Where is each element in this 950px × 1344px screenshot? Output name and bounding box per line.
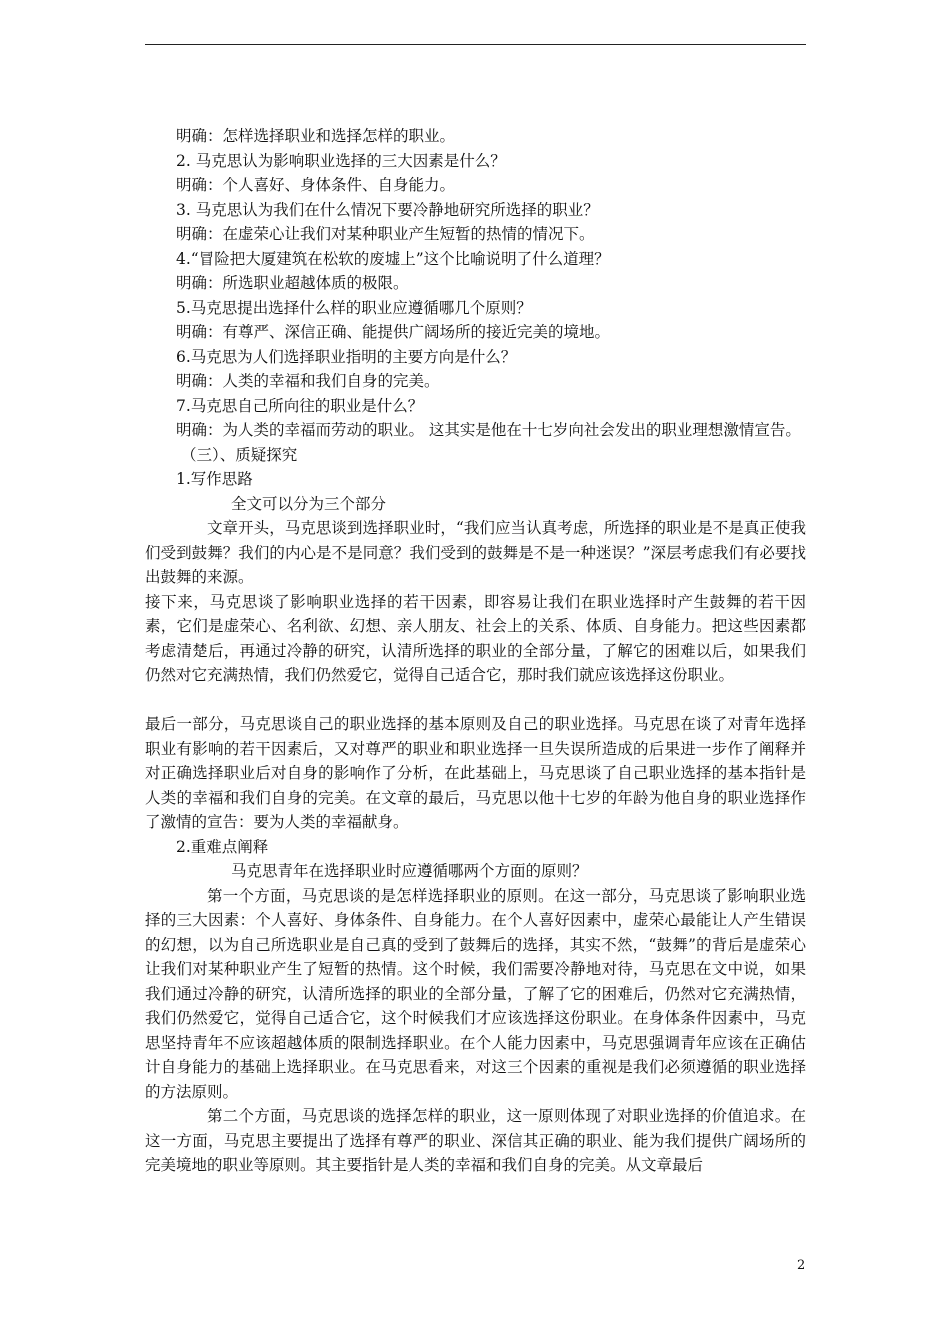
blank-line bbox=[145, 688, 806, 713]
header-rule bbox=[145, 44, 806, 45]
answer-line: 明确：人类的幸福和我们自身的完美。 bbox=[176, 372, 440, 390]
question-line: 5.马克思提出选择什么样的职业应遵循哪几个原则？ bbox=[176, 298, 532, 317]
question-line: 3. 马克思认为我们在什么情况下要冷静地研究所选择的职业？ bbox=[176, 200, 599, 219]
paragraph: 第一个方面，马克思谈的是怎样选择职业的原则。在这一部分，马克思谈了影响职业选择的三大因素：个人喜好、身体条件、自身能力。在个人喜好因素中，虚荣心最能让人产生错误的幻想，以为自己所选职业是自己真的受到了鼓舞后的选择，其实不然，“鼓舞”的背后是虚荣心让我们对某种职业产生了短暂的热情。这个时候，我们需要冷静地对待，马克思在文中说，如果我们通过冷静的研究，认清所选择的职业的全部分量，了解了它的困难后，仍然对它充满热情，我们仍然爱它，觉得自己适合它，这个时候我们才应该选择这份职业。在身体条件因素中，马克思坚持青年不应该超越体质的限制选择职业。在个人能力因素中，马克思强调青年应该在正确估计自身能力的基础上选择职业。在马克思看来，对这三个因素的重视是我们必须遵循的职业选择的方法原则。 bbox=[145, 886, 806, 1101]
question-line: 4.“冒险把大厦建筑在松软的废墟上”这个比喻说明了什么道理？ bbox=[176, 249, 610, 268]
paragraph: 接下来，马克思谈了影响职业选择的若干因素，即容易让我们在职业选择时产生鼓舞的若干因素，它们是虚荣心、名利欲、幻想、亲人朋友、社会上的关系、体质、自身能力。把这些因素都考虑清楚后，再通过冷静的研究，认清所选择的职业的全部分量，了解它的困难以后，如果我们仍然对它充满热情，我们仍然爱它，觉得自己适合它，那时我们就应该选择这份职业。 bbox=[145, 592, 806, 684]
question-line: 2. 马克思认为影响职业选择的三大因素是什么？ bbox=[176, 151, 506, 170]
section-title: （三）、质疑探究 bbox=[181, 445, 298, 464]
subsection-line: 全文可以分为三个部分 bbox=[231, 494, 387, 513]
subsection-title: 2.重难点阐释 bbox=[176, 837, 269, 856]
answer-line: 明确：所选职业超越体质的极限。 bbox=[176, 274, 409, 292]
page-number: 2 bbox=[797, 1258, 806, 1273]
subsection-question: 马克思青年在选择职业时应遵循哪两个方面的原则？ bbox=[231, 862, 588, 880]
question-line: 6.马克思为人们选择职业指明的主要方向是什么？ bbox=[176, 347, 517, 366]
answer-line: 明确：有尊严、深信正确、能提供广阔场所的接近完美的境地。 bbox=[176, 323, 611, 341]
paragraph: 最后一部分，马克思谈自己的职业选择的基本原则及自己的职业选择。马克思在谈了对青年选择职业有影响的若干因素后，又对尊严的职业和职业选择一旦失误所造成的后果进一步作了阐释并对正确选择职业后对自身的影响作了分析，在此基础上，马克思谈了自己职业选择的基本指针是人类的幸福和我们自身的完美。在文章的最后，马克思以他十七岁的年龄为他自身的职业选择作了激情的宣告：要为人类的幸福献身。 bbox=[145, 715, 806, 831]
paragraph: 第二个方面，马克思谈的选择怎样的职业，这一原则体现了对职业选择的价值追求。在这一方面，马克思主要提出了选择有尊严的职业、深信其正确的职业、能为我们提供广阔场所的完美境地的职业等原则。其主要指针是人类的幸福和我们自身的完美。从文章最后 bbox=[145, 1107, 806, 1174]
subsection-title: 1.写作思路 bbox=[176, 470, 253, 488]
paragraph: 文章开头，马克思谈到选择职业时，“我们应当认真考虑，所选择的职业是不是真正使我们受到鼓舞？我们的内心是不是同意？我们受到的鼓舞是不是一种迷误？”深层考虑我们有必要找出鼓舞的来源。 bbox=[145, 519, 806, 586]
document-body bbox=[145, 124, 806, 1178]
question-line: 7.马克思自己所向往的职业是什么？ bbox=[176, 396, 424, 415]
answer-line: 明确：个人喜好、身体条件、自身能力。 bbox=[176, 176, 456, 194]
answer-line: 明确：怎样选择职业和选择怎样的职业。 bbox=[176, 127, 456, 145]
answer-line: 明确：在虚荣心让我们对某种职业产生短暂的热情的情况下。 bbox=[176, 225, 595, 243]
answer-paragraph: 明确：为人类的幸福而劳动的职业。 这其实是他在十七岁向社会发出的职业理想激情宣告。 bbox=[176, 421, 801, 439]
